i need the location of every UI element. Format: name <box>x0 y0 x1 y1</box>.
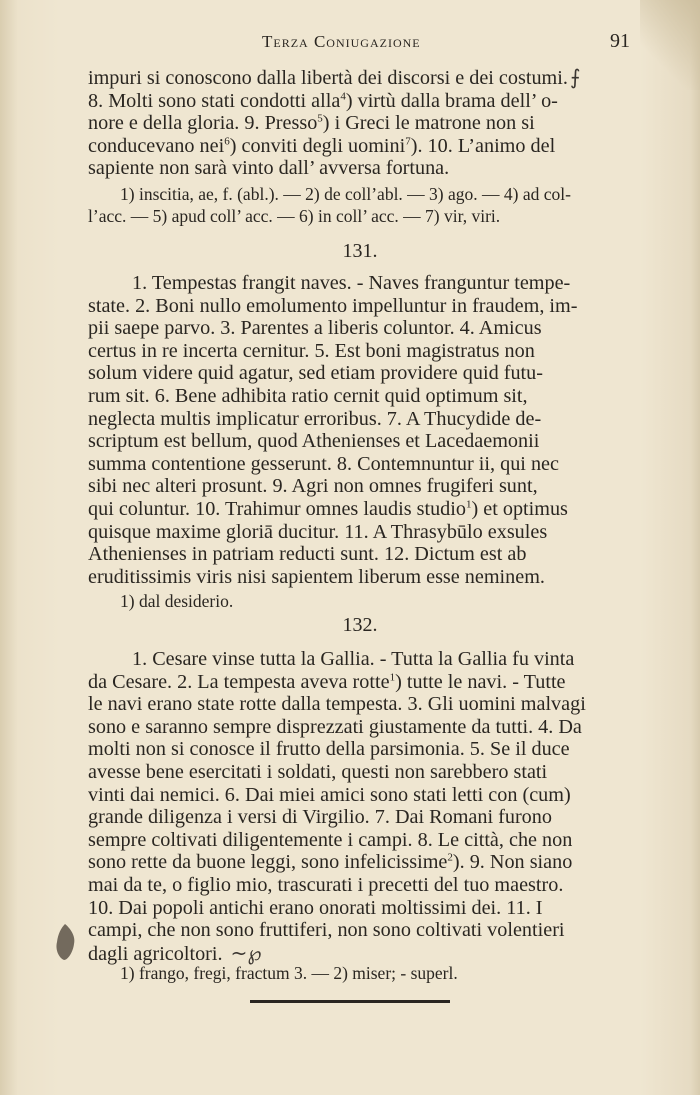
text-line <box>88 498 632 521</box>
footnote-ref: 4 <box>340 89 346 102</box>
text-line: sempre coltivati diligentemente i campi. 8. Le città, che non <box>88 828 573 851</box>
text-span: nore e della gloria. 9. Presso <box>88 112 318 135</box>
text-line: avesse bene esercitati i soldati, questi non sarebbero stati <box>88 760 548 783</box>
pencil-mark-icon: ⨍ <box>569 65 581 89</box>
text-line: mai da te, o figlio mio, trascurati i precetti del tuo maestro. <box>88 873 564 896</box>
text-line: eruditissimis viris nisi sapientem liberum esse neminem. <box>88 565 545 588</box>
footnote-ref: 6 <box>224 135 230 148</box>
text-line: sibi nec alteri prosunt. 9. Agri non omnes frugiferi sunt, <box>88 475 538 498</box>
text-line: solum videre quid agatur, sed etiam providere quid futu- <box>88 362 543 385</box>
text-line: certus in re incerta cernitur. 5. Est boni magistratus non <box>88 339 535 362</box>
footnote-131: 1) dal desiderio. <box>120 591 234 611</box>
text-span: qui coluntur. 10. Trahimur omnes laudis studio <box>88 497 466 520</box>
text-line: 10. Dai popoli antichi erano onorati moltissimi dei. 11. I <box>88 896 543 919</box>
text-span: ) virtù dalla brama dell’ o- <box>345 89 558 112</box>
footnote-ref: 5 <box>317 112 323 125</box>
footnote-ref: 7 <box>405 135 411 148</box>
text-line <box>88 66 632 90</box>
text-line <box>88 135 632 158</box>
text-line <box>88 157 632 180</box>
page-number: 91 <box>610 30 630 52</box>
text-line: 1. Tempestas frangit naves. - Naves franguntur tempe- <box>132 272 571 294</box>
text-line: scriptum est bellum, quod Athenienses et Lacedaemonii <box>88 430 540 453</box>
text-line: Athenienses in patriam reducti sunt. 12. Dictum est ab <box>88 543 527 566</box>
text-line: summa contentione gesserunt. 8. Contemnuntur ii, qui nec <box>88 452 559 475</box>
intro-paragraph <box>88 66 632 180</box>
text-span: ) conviti degli uomini <box>229 134 406 157</box>
section-131-text <box>88 272 632 588</box>
text-line: le navi erano state rotte dalla tempesta. 3. Gli uomini malvagi <box>88 693 586 716</box>
text-span: sono rette da buone leggi, sono infelicissime <box>88 851 448 874</box>
text-line <box>88 851 632 874</box>
text-line: quisque maxime gloriā ducitur. 11. A Thrasybūlo exsules <box>88 520 548 543</box>
closing-rule <box>250 1000 450 1003</box>
text-line <box>88 90 632 113</box>
text-line: 1. Cesare vinse tutta la Gallia. - Tutta la Gallia fu vinta <box>132 648 575 670</box>
text-span: ) tutte le navi. - Tutte <box>395 670 566 693</box>
footnote-132: 1) frango, fregi, fractum 3. — 2) miser; - superl. <box>120 963 458 983</box>
page-header <box>0 32 700 56</box>
ink-blot-icon <box>52 922 78 962</box>
footnotes-top <box>88 183 632 227</box>
footnote-ref: 1 <box>389 670 396 683</box>
text-span: dagli agricoltori. <box>88 942 223 965</box>
text-span: 8. Molti sono stati condotti alla <box>88 89 341 112</box>
footnote-ref: 1 <box>465 498 472 511</box>
text-span: impuri si conoscono dalla libertà dei discorsi e dei costumi. <box>88 67 568 89</box>
text-line: campi, che non sono fruttiferi, non sono coltivati volentieri <box>88 919 565 942</box>
footnote-line: l’acc. — 5) apud coll’ acc. — 6) in coll’ acc. — 7) vir, viri. <box>88 206 501 226</box>
text-span: ). 9. Non siano <box>452 851 573 874</box>
section-number-131: 131. <box>342 240 378 262</box>
text-line: pii saepe parvo. 3. Parentes a liberis coluntor. 4. Amicus <box>88 317 542 340</box>
text-line: vinti dai nemici. 6. Dai miei amici sono stati letti con (cum) <box>88 783 571 806</box>
text-line: grande diligenza i versi di Virgilio. 7. Dai Romani furono <box>88 806 552 829</box>
section-132-text <box>88 648 632 965</box>
text-line: rum sit. 6. Bene adhibita ratio cernit quid optimum sit, <box>88 384 528 407</box>
footnote-line: 1) inscitia, ae, f. (abl.). — 2) de coll’abl. — 3) ago. — 4) ad col- <box>120 184 571 204</box>
text-span: ) et optimus <box>471 497 568 520</box>
text-span: sapiente non sarà vinto dall’ avversa fortuna. <box>88 157 450 180</box>
text-span: conducevano nei <box>88 134 225 157</box>
pencil-mark-icon: ~℘ <box>230 940 262 965</box>
text-line <box>88 671 632 694</box>
footnote-ref: 2 <box>447 851 453 864</box>
text-line: sono e saranno sempre disprezzati giustamente da tutti. 4. Da <box>88 715 582 738</box>
text-span: ). 10. L’animo del <box>410 134 556 157</box>
text-span: da Cesare. 2. La tempesta aveva rotte <box>88 670 390 693</box>
text-span: ) i Greci le matrone non si <box>322 112 535 135</box>
running-head: Terza Coniugazione <box>262 32 421 51</box>
section-number-132: 132. <box>342 614 378 636</box>
text-line <box>88 112 632 135</box>
text-line: molti non si conosce il frutto della parsimonia. 5. Se il duce <box>88 738 570 761</box>
text-line: neglecta multis implicatur erroribus. 7. A Thucydide de- <box>88 407 542 430</box>
text-line: state. 2. Boni nullo emolumento impelluntur in fraudem, im- <box>88 294 578 317</box>
